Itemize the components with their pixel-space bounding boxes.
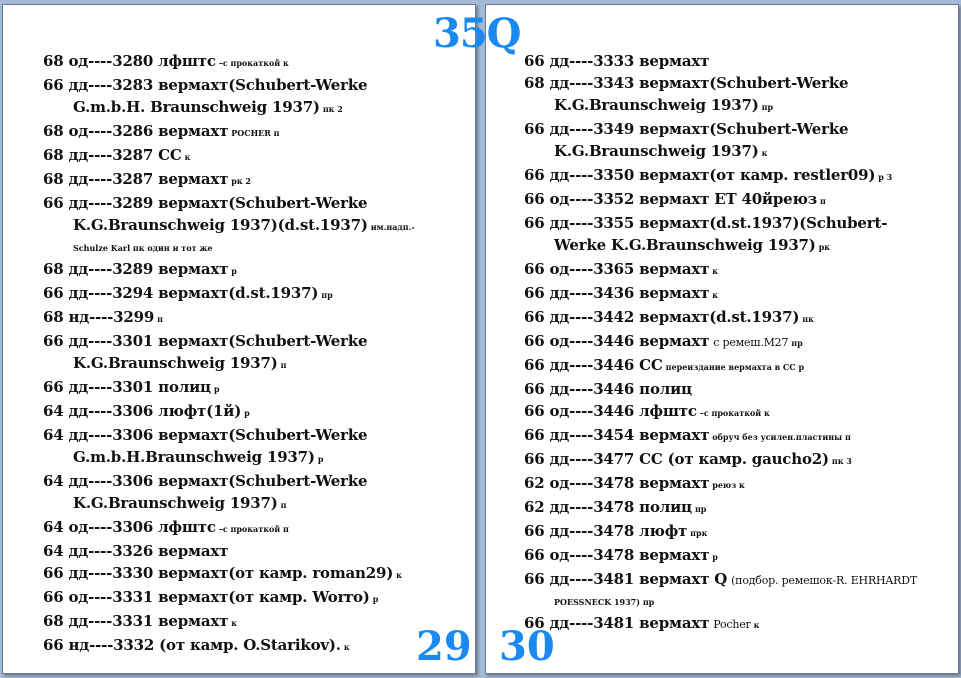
entry-note: рк 2 [231,176,251,186]
entry-continuation [43,214,471,238]
catalog-entry [43,120,471,144]
catalog-entry [524,258,954,282]
entry-text: 66 дд----3481 вермахт [524,614,710,632]
catalog-entry [524,188,954,212]
entry-text: 66 дд----3349 вермахт(Schubert-Werke [524,120,849,138]
entry-text: 66 дд----3478 люфт [524,522,688,540]
entry-text: 66 дд----3481 вермахт Q [524,570,728,588]
entry-note: к [712,266,718,276]
catalog-entry [524,568,954,612]
catalog-entry [43,516,471,540]
catalog-entry [43,376,471,400]
entry-text: 66 од----3352 вермахт ЕТ 40йреюз [524,190,818,208]
entry-text: 66 од----3478 вермахт [524,546,710,564]
catalog-entry [43,330,471,376]
entry-text: 66 дд----3446 полиц [524,380,692,398]
entry-note: р [244,408,250,418]
catalog-entry [43,586,471,610]
entry-note: р 3 [878,172,893,182]
entry-note: POCHER п [231,128,280,138]
entry-text: 66 дд----3442 вермахт(d.st.1937) [524,308,800,326]
entry-continuation-text: K.G.Braunschweig 1937)(d.st.1937) [73,216,368,234]
left-page [2,4,476,674]
catalog-entry [43,258,471,282]
catalog-entry [524,424,954,448]
entry-note: п [820,196,826,206]
entry-note: к [712,290,718,300]
entry-remark: с ремеш.М27 [713,336,789,349]
catalog-entry [524,212,954,258]
entry-continuation-text: G.m.b.H.Braunschweig 1937) [73,448,315,466]
catalog-entry [524,50,954,72]
entry-note: –с прокаткой к [699,408,770,418]
entry-continuation-text: G.m.b.H. Braunschweig 1937) [73,98,320,116]
entry-note: переиздание вермахта в СС р [665,362,805,372]
entry-note: к [753,620,760,630]
entry-text: 64 дд----3306 вермахт(Schubert-Werke [43,472,368,490]
catalog-entry [43,634,471,658]
catalog-entry [524,496,954,520]
catalog-entry [524,612,954,636]
entry-text: 66 нд----3332 (от камр. O.Starikov). [43,636,341,654]
catalog-entry [43,610,471,634]
catalog-entry [43,144,471,168]
catalog-entry [43,400,471,424]
entry-text: 64 дд----3306 люфт(1й) [43,402,242,420]
entry-continuation [524,94,954,118]
entry-note: р [231,266,237,276]
entry-continuation [43,352,471,376]
entry-note: р [712,552,718,562]
catalog-entry [43,282,471,306]
entry-text: 66 од----3331 вермахт(от камр. Worro) [43,588,370,606]
entry-text: 66 од----3446 лфштс [524,402,697,420]
entry-continuation [43,446,471,470]
entry-text: 68 од----3280 лфштс [43,52,216,70]
catalog-entry [43,50,471,74]
entry-note: пк 2 [322,104,343,114]
entry-text: 66 дд----3294 вермахт(d.st.1937) [43,284,319,302]
entry-text: 66 дд----3446 СС [524,356,663,374]
entry-continuation [524,140,954,164]
entry-note: к [396,570,402,580]
entry-note: –с прокаткой к [218,58,289,68]
right-page-number: 30 [499,623,555,670]
entry-text: 68 дд----3343 вермахт(Schubert-Werke [524,74,849,92]
entry-text: 66 дд----3477 СС (от камр. gaucho2) [524,450,829,468]
catalog-entry [524,282,954,306]
entry-note-continuation: POESSNECK 1937) пр [554,597,655,607]
entry-text: 66 дд----3333 вермахт [524,52,710,70]
entry-note-continuation: Schulze Karl пк один и тот же [73,243,213,253]
entry-note: обруч без усилен.пластины п [712,432,851,442]
entry-continuation-text: K.G.Braunschweig 1937) [554,96,759,114]
entry-note: р [372,594,379,604]
entry-text: 66 дд----3289 вермахт(Schubert-Werke [43,194,368,212]
entry-text: 66 дд----3355 вермахт(d.st.1937)(Schubert- [524,214,888,232]
catalog-entry [43,470,471,516]
catalog-entry [524,520,954,544]
entry-note: рк [818,242,831,252]
entry-text: 66 дд----3330 вермахт(от камр. roman29) [43,564,394,582]
entry-note: прк [690,528,708,538]
catalog-entry [524,118,954,164]
entry-continuation-text: K.G.Braunschweig 1937) [73,354,278,372]
entry-note: пр [791,338,803,348]
catalog-entry [524,306,954,330]
catalog-entry [524,472,954,496]
entry-text: 66 дд----3436 вермахт [524,284,710,302]
entry-text: 66 дд----3301 вермахт(Schubert-Werke [43,332,368,350]
catalog-entry [43,168,471,192]
entry-note: р [213,384,220,394]
entry-text: 68 дд----3289 вермахт [43,260,229,278]
entry-text: 66 од----3446 вермахт [524,332,710,350]
entry-continuation [43,492,471,516]
entry-text: 68 нд----3299 [43,308,155,326]
entry-note: пк 3 [831,456,852,466]
entry-text: 68 дд----3287 СС [43,146,182,164]
entry-continuation [43,96,471,120]
entry-note: –с прокаткой п [218,524,289,534]
entry-note: пр [321,290,333,300]
entry-text: 68 дд----3287 вермахт [43,170,229,188]
catalog-entry [524,544,954,568]
right-page [485,4,959,674]
catalog-entry [43,424,471,470]
entry-note: пк [802,314,814,324]
catalog-entry [524,354,954,378]
catalog-entry [43,74,471,120]
entry-continuation-text: K.G.Braunschweig 1937) [554,142,759,160]
entry-text: 62 од----3478 вермахт [524,474,710,492]
right-page-entries [524,50,954,636]
entry-note: к [343,642,350,652]
catalog-entry [43,540,471,562]
catalog-entry [43,562,471,586]
catalog-entry [43,306,471,330]
entry-text: 64 дд----3326 вермахт [43,542,229,560]
entry-note: пр [761,102,774,112]
entry-continuation-text: K.G.Braunschweig 1937) [73,494,278,512]
entry-text: 66 дд----3283 вермахт(Schubert-Werke [43,76,368,94]
entry-note: п [280,360,287,370]
catalog-entry [524,448,954,472]
entry-note: р [317,454,324,464]
catalog-entry [524,72,954,118]
entry-text: 64 од----3306 лфштс [43,518,216,536]
entry-note: к [184,152,191,162]
entry-continuation [524,234,954,258]
entry-text: 66 дд----3454 вермахт [524,426,710,444]
entry-text: 68 дд----3331 вермахт [43,612,229,630]
entry-text: 66 дд----3350 вермахт(от камр. restler09) [524,166,876,184]
entry-text: 62 дд----3478 полиц [524,498,692,516]
catalog-entry [524,378,954,400]
entry-remark: (подбор. ремешок-R. EHRHARDT [731,574,918,587]
catalog-entry [524,330,954,354]
entry-note: им.надп.- [370,222,415,232]
catalog-entry [524,164,954,188]
entry-note: п [157,314,163,324]
entry-note: пр [694,504,707,514]
entry-text: 64 дд----3306 вермахт(Schubert-Werke [43,426,368,444]
catalog-entry [524,400,954,424]
entry-continuation-text: Werke K.G.Braunschweig 1937) [554,236,816,254]
entry-note: п [280,500,287,510]
entry-remark: Pocher [713,618,751,631]
entry-text: 66 од----3365 вермахт [524,260,710,278]
entry-text: 68 од----3286 вермахт [43,122,229,140]
entry-text: 66 дд----3301 полиц [43,378,211,396]
left-page-number: 29 [416,623,472,670]
left-page-entries [43,50,471,658]
entry-note: к [761,148,768,158]
entry-note: реюз к [712,480,745,490]
volume-label: 35Q [433,10,521,57]
entry-note: к [231,618,237,628]
catalog-entry [43,192,471,258]
